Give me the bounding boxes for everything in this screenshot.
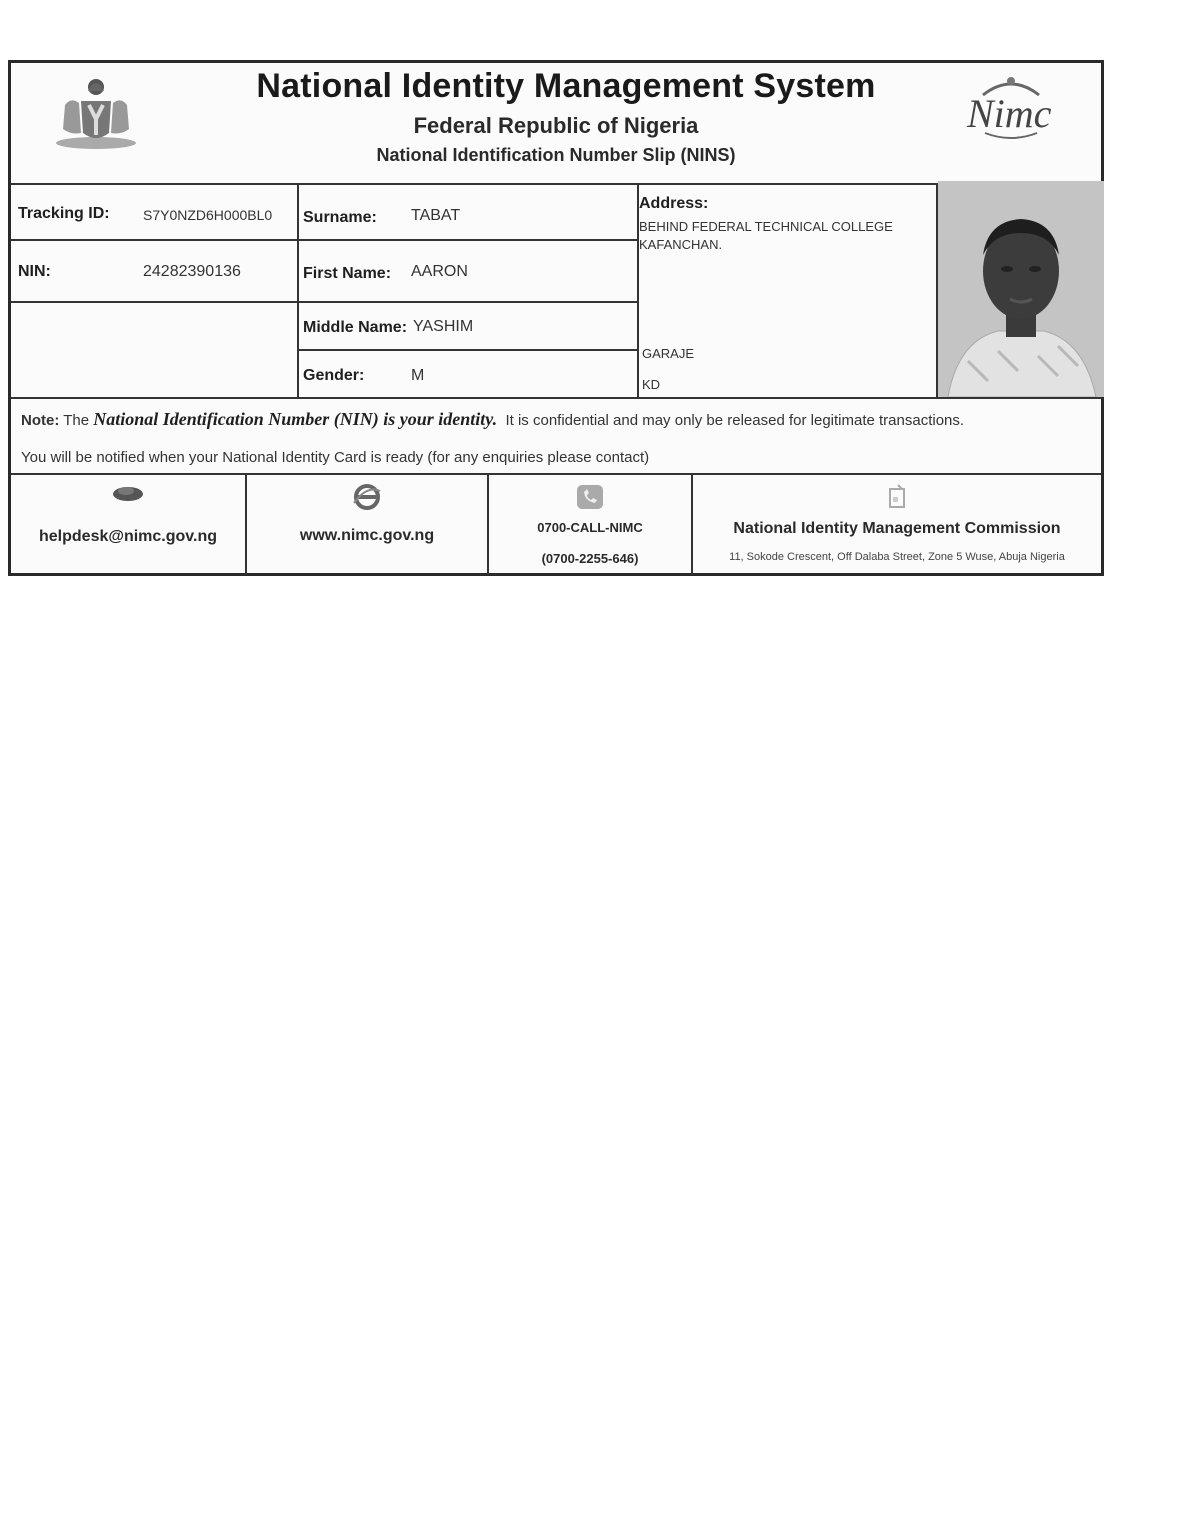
divider [297, 301, 637, 303]
divider [297, 349, 637, 351]
address-line-2: KAFANCHAN. [639, 237, 723, 252]
building-icon [884, 483, 910, 509]
first-name-label: First Name: [303, 265, 392, 282]
surname-value: TABAT [411, 207, 461, 224]
phone-icon [575, 483, 605, 511]
address-state: KD [642, 377, 661, 392]
nin-label: NIN: [18, 263, 51, 280]
divider [297, 239, 637, 241]
note-the: The [63, 412, 90, 429]
address-line-1: BEHIND FEDERAL TECHNICAL COLLEGE [639, 219, 893, 234]
tracking-id-label: Tracking ID: [18, 205, 110, 222]
email-cell [11, 475, 247, 575]
org-name: National Identity Management Commission [733, 520, 1061, 537]
divider [297, 183, 299, 397]
middle-name-value: YASHIM [413, 318, 474, 335]
browser-icon [352, 483, 382, 511]
mail-icon [111, 483, 145, 503]
divider [11, 239, 297, 241]
middle-name-label: Middle Name: [303, 319, 408, 336]
phone-cell [489, 475, 693, 575]
slip-title: National Identification Number Slip (NINS) [376, 145, 736, 165]
note-prefix: Note: [21, 412, 60, 429]
website-cell [247, 475, 489, 575]
address-label: Address: [639, 195, 709, 212]
gender-value: M [411, 367, 425, 384]
divider [637, 183, 639, 397]
nimc-logo-icon [961, 73, 1061, 143]
first-name-value: AARON [411, 263, 468, 280]
nimc-logo-text: Nimc [967, 91, 1052, 136]
page-title: National Identity Management System [256, 67, 876, 105]
page-subtitle: Federal Republic of Nigeria [413, 113, 699, 138]
phone-digits[interactable]: (0700-2255-646) [541, 551, 639, 566]
nin-value: 24282390136 [143, 263, 241, 280]
note-rest: It is confidential and may only be released for legitimate transactions. [505, 412, 965, 429]
contact-footer [11, 473, 1101, 575]
website-link[interactable]: www.nimc.gov.ng [299, 527, 435, 544]
divider [11, 301, 297, 303]
org-address: 11, Sokode Crescent, Off Dalaba Street, Zone 5 Wuse, Abuja Nigeria [729, 551, 1065, 563]
note-line-2: You will be notified when your National Identity Card is ready (for any enquiries please contact) [21, 449, 650, 466]
nin-slip [8, 60, 1104, 576]
tracking-id-value: S7Y0NZD6H000BL0 [143, 207, 273, 223]
address-lga: GARAJE [642, 346, 695, 361]
note-text [21, 409, 964, 430]
divider [11, 397, 1101, 399]
org-cell [693, 475, 1101, 575]
slip-header [11, 63, 1101, 185]
surname-label: Surname: [303, 209, 377, 226]
passport-photo [938, 181, 1104, 397]
email-link[interactable]: helpdesk@nimc.gov.ng [39, 528, 217, 545]
note-emphasis: National Identification Number (NIN) is your identity. [93, 409, 498, 429]
gender-label: Gender: [303, 367, 365, 384]
phone-number[interactable]: 0700-CALL-NIMC [537, 520, 643, 535]
